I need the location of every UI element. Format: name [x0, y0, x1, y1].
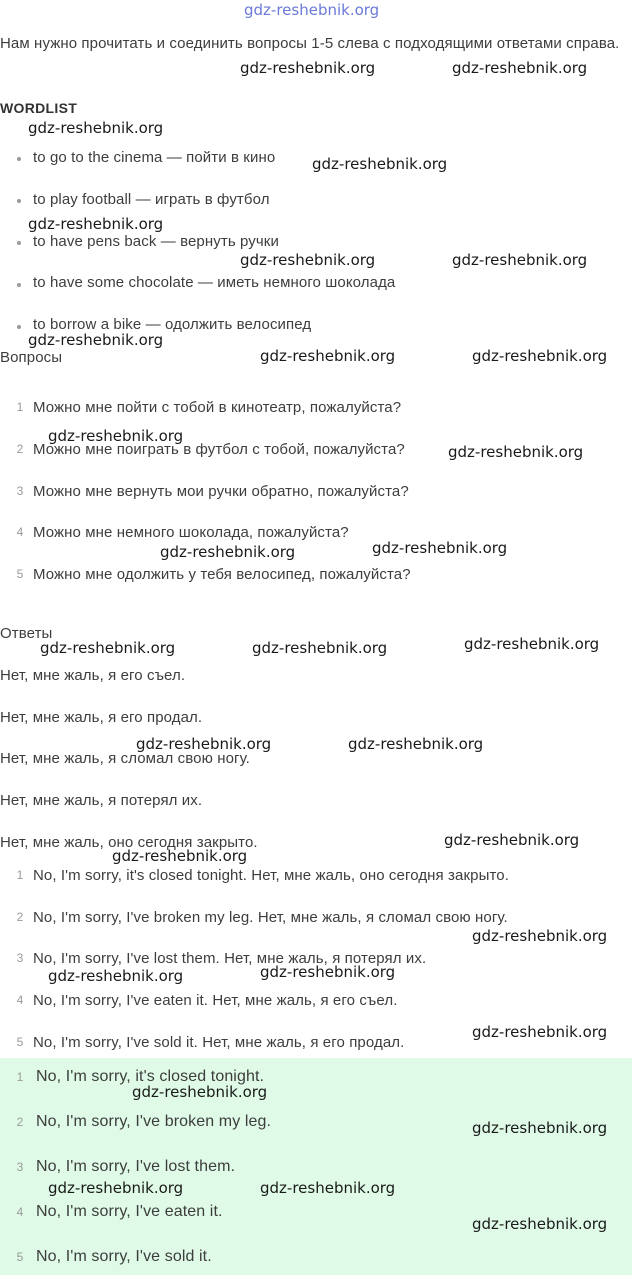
- watermark: gdz-reshebnik.org: [240, 251, 376, 269]
- watermark: gdz-reshebnik.org: [28, 331, 164, 349]
- question-text: Можно мне пойти с тобой в кинотеатр, пожалуйста?: [33, 399, 402, 416]
- wordlist-item: to have pens back — вернуть ручки: [33, 233, 279, 250]
- matched-number: 3: [16, 951, 24, 965]
- final-number: 3: [16, 1160, 24, 1174]
- watermark: gdz-reshebnik.org: [252, 639, 388, 657]
- watermark: gdz-reshebnik.org: [452, 251, 588, 269]
- matched-text: No, I'm sorry, I've eaten it. Нет, мне жаль, я его съел.: [33, 992, 398, 1009]
- answers-heading: Ответы: [0, 625, 53, 642]
- watermark: gdz-reshebnik.org: [472, 347, 608, 365]
- matched-text: No, I'm sorry, I've sold it. Нет, мне жаль, я его продал.: [33, 1034, 405, 1051]
- questions-heading: Вопросы: [0, 349, 63, 366]
- bullet-icon: [17, 325, 21, 329]
- watermark: gdz-reshebnik.org: [28, 119, 164, 137]
- matched-number: 4: [16, 993, 24, 1007]
- matched-number: 5: [16, 1035, 24, 1049]
- bullet-icon: [17, 241, 21, 245]
- matched-text: No, I'm sorry, it's closed tonight. Нет, мне жаль, оно сегодня закрыто.: [33, 867, 509, 884]
- answer-text: Нет, мне жаль, я потерял их.: [0, 792, 203, 809]
- intro-text: Нам нужно прочитать и соединить вопросы 1-5 слева с подходящими ответами справа.: [0, 35, 620, 52]
- final-number: 5: [16, 1250, 24, 1264]
- question-text: Можно мне поиграть в футбол с тобой, пожалуйста?: [33, 441, 405, 458]
- bullet-icon: [17, 199, 21, 203]
- final-answer: No, I'm sorry, I've lost them.: [36, 1158, 236, 1175]
- question-number: 5: [16, 567, 24, 581]
- watermark: gdz-reshebnik.org: [348, 735, 484, 753]
- watermark: gdz-reshebnik.org: [452, 59, 588, 77]
- question-text: Можно мне вернуть мои ручки обратно, пожалуйста?: [33, 483, 409, 500]
- watermark: gdz-reshebnik.org: [112, 847, 248, 865]
- watermark-top: gdz-reshebnik.org: [244, 1, 380, 19]
- wordlist-item: to play football — играть в футбол: [33, 191, 270, 208]
- watermark: gdz-reshebnik.org: [240, 59, 376, 77]
- matched-text: No, I'm sorry, I've broken my leg. Нет, мне жаль, я сломал свою ногу.: [33, 909, 508, 926]
- watermark: gdz-reshebnik.org: [472, 1119, 608, 1137]
- watermark: gdz-reshebnik.org: [260, 347, 396, 365]
- watermark: gdz-reshebnik.org: [28, 215, 164, 233]
- question-text: Можно мне немного шоколада, пожалуйста?: [33, 524, 349, 541]
- final-answer: No, I'm sorry, I've eaten it.: [36, 1203, 223, 1220]
- watermark: gdz-reshebnik.org: [260, 963, 396, 981]
- question-number: 1: [16, 400, 24, 414]
- watermark: gdz-reshebnik.org: [48, 1179, 184, 1197]
- watermark: gdz-reshebnik.org: [48, 967, 184, 985]
- final-answer: No, I'm sorry, I've broken my leg.: [36, 1113, 272, 1130]
- question-number: 3: [16, 484, 24, 498]
- answer-text: Нет, мне жаль, оно сегодня закрыто.: [0, 834, 258, 851]
- watermark: gdz-reshebnik.org: [448, 443, 584, 461]
- bullet-icon: [17, 157, 21, 161]
- watermark: gdz-reshebnik.org: [472, 1023, 608, 1041]
- final-answer: No, I'm sorry, I've sold it.: [36, 1248, 212, 1265]
- watermark: gdz-reshebnik.org: [136, 735, 272, 753]
- wordlist-item: to have some chocolate — иметь немного шоколада: [33, 274, 396, 291]
- watermark: gdz-reshebnik.org: [160, 543, 296, 561]
- matched-number: 2: [16, 910, 24, 924]
- watermark: gdz-reshebnik.org: [472, 927, 608, 945]
- question-text: Можно мне одолжить у тебя велосипед, пожалуйста?: [33, 566, 411, 583]
- watermark: gdz-reshebnik.org: [132, 1083, 268, 1101]
- wordlist-heading: WORDLIST: [0, 100, 78, 116]
- watermark: gdz-reshebnik.org: [372, 539, 508, 557]
- wordlist-item: to borrow a bike — одолжить велосипед: [33, 316, 312, 333]
- final-number: 4: [16, 1205, 24, 1219]
- watermark: gdz-reshebnik.org: [464, 635, 600, 653]
- wordlist-item: to go to the cinema — пойти в кино: [33, 149, 276, 166]
- answer-text: Нет, мне жаль, я его продал.: [0, 709, 203, 726]
- watermark: gdz-reshebnik.org: [48, 427, 184, 445]
- matched-text: No, I'm sorry, I've lost them. Нет, мне жаль, я потерял их.: [33, 950, 427, 967]
- watermark: gdz-reshebnik.org: [472, 1215, 608, 1233]
- final-number: 1: [16, 1070, 24, 1084]
- answer-text: Нет, мне жаль, я его съел.: [0, 667, 186, 684]
- watermark: gdz-reshebnik.org: [260, 1179, 396, 1197]
- final-number: 2: [16, 1115, 24, 1129]
- final-answer: No, I'm sorry, it's closed tonight.: [36, 1068, 265, 1085]
- bullet-icon: [17, 283, 21, 287]
- question-number: 2: [16, 442, 24, 456]
- answer-text: Нет, мне жаль, я сломал свою ногу.: [0, 750, 250, 767]
- matched-number: 1: [16, 868, 24, 882]
- question-number: 4: [16, 525, 24, 539]
- watermark: gdz-reshebnik.org: [312, 155, 448, 173]
- watermark: gdz-reshebnik.org: [40, 639, 176, 657]
- watermark: gdz-reshebnik.org: [444, 831, 580, 849]
